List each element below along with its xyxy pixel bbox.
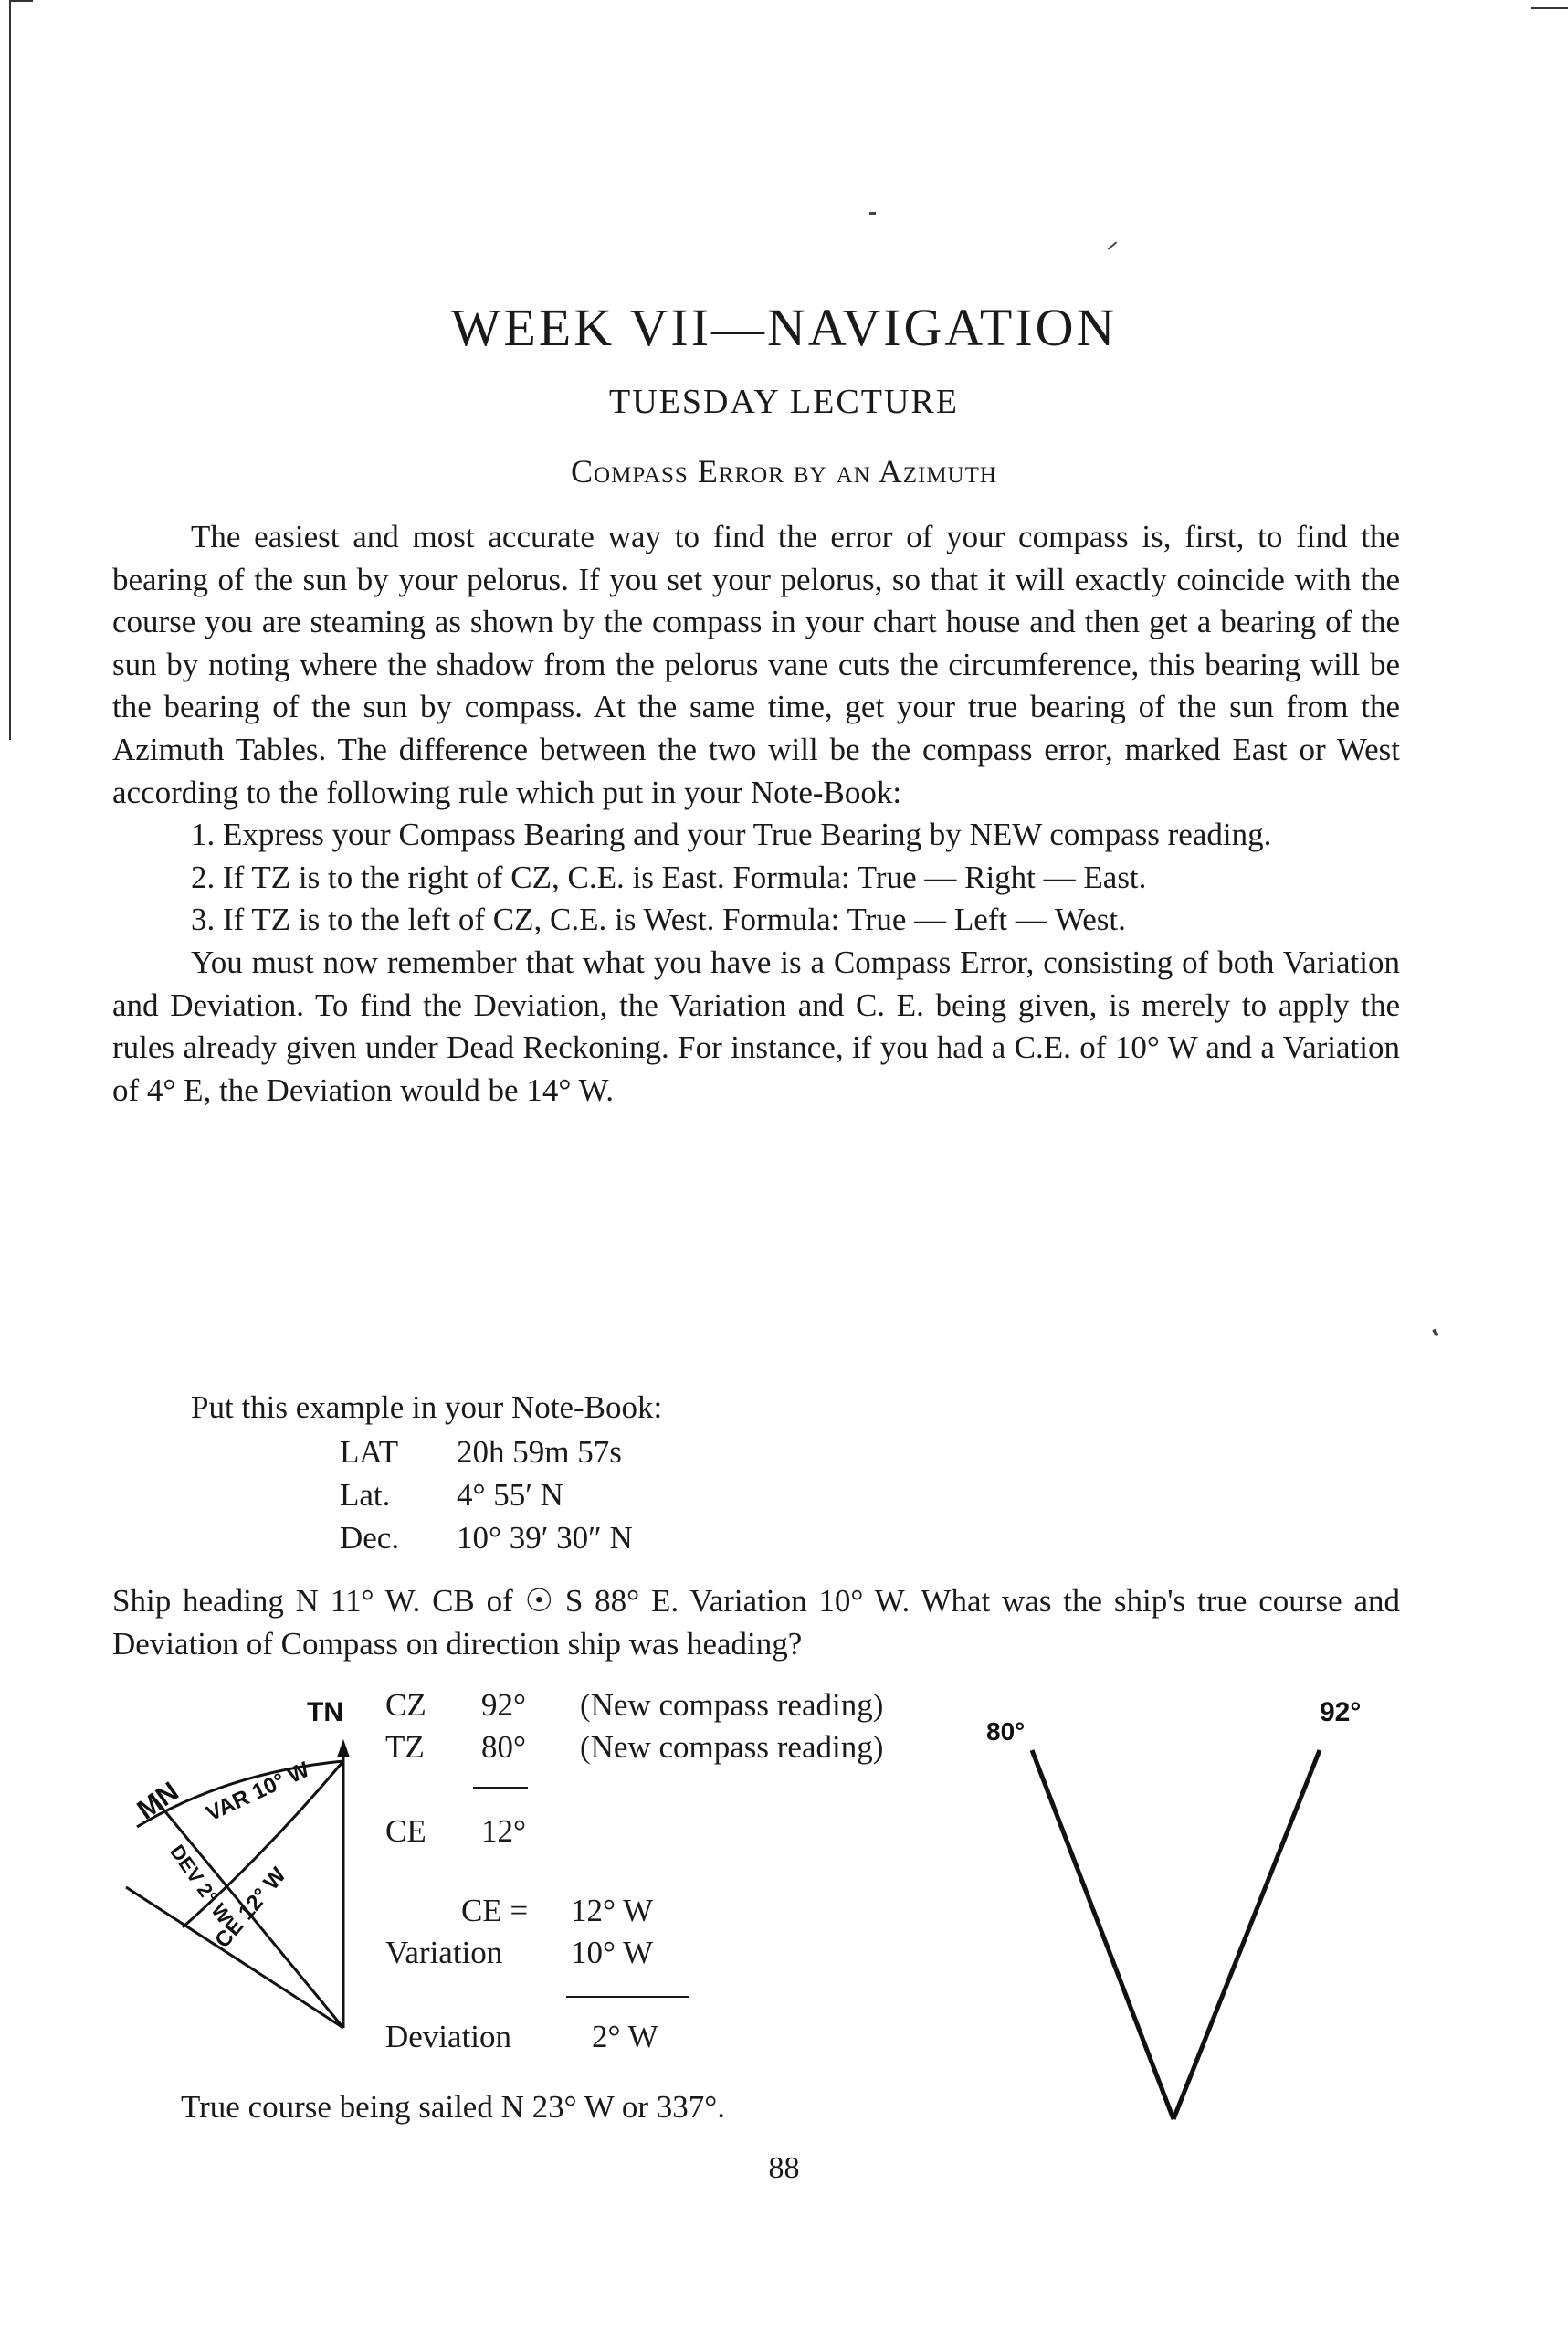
example-label: LAT <box>340 1434 399 1470</box>
deviation-value: 2° W <box>592 2019 658 2054</box>
problem-text <box>112 1580 1400 1665</box>
section-heading: Compass Error by an Azimuth <box>571 453 997 490</box>
page-number: 88 <box>768 2151 800 2185</box>
tn-label: TN <box>307 1697 343 1727</box>
cz-value: 92° <box>481 1687 526 1723</box>
scan-tick <box>1432 1329 1438 1337</box>
paragraph-example-intro: Put this example in your Note-Book: <box>191 1389 663 1425</box>
tz-label: TZ <box>385 1729 425 1765</box>
example-row-value <box>457 1434 622 1471</box>
example-row-value <box>457 1477 563 1514</box>
rule-item-1: 1. Express your Compass Bearing and your True Bearing by NEW compass reading. <box>191 817 1272 853</box>
example-label: Dec. <box>340 1520 400 1556</box>
deviation-label: Deviation <box>385 2019 512 2054</box>
tz-bearing-line <box>1032 1750 1173 2119</box>
example-label: Lat. <box>340 1477 391 1513</box>
tz-value: 80° <box>481 1729 526 1765</box>
example-value: 4° 55′ N <box>457 1477 563 1513</box>
variation-label: Variation <box>385 1935 503 1970</box>
tz-note: (New compass reading) <box>580 1729 884 1765</box>
example-row-value <box>457 1520 633 1557</box>
rule-item-3: 3. If TZ is to the left of CZ, C.E. is West. Formula: True — Left — West. <box>191 902 1126 938</box>
bearing-v-diagram <box>1005 1736 1352 2137</box>
example-row <box>340 1520 399 1557</box>
example-row <box>340 1477 390 1514</box>
ce2-value: 12° W <box>571 1893 654 1928</box>
rule-item-2: 2. If TZ is to the right of CZ, C.E. is East. Formula: True — Right — East. <box>191 859 1147 895</box>
cz-diagram-label: 92° <box>1320 1697 1362 1727</box>
ce-label: CE <box>385 1813 426 1849</box>
paragraph-deviation: You must now remember that what you have is a Compass Error, consisting of both Variation and Deviation. To find the Deviation, the Variation and C. E. being given, is merely to apply the rules already given under Dead Reckoning. For instance, if you had a C.E. of 10° W and a Variation of 4° E, the Deviation would be 14° W. <box>112 944 1400 1108</box>
scan-edge-right <box>1531 7 1568 9</box>
example-intro <box>112 1387 1400 1430</box>
variation-value: 10° W <box>571 1935 654 1970</box>
var-label: VAR 10° W <box>202 1757 313 1827</box>
scan-speck <box>869 212 876 215</box>
example-value: 20h 59m 57s <box>457 1434 622 1470</box>
body-text <box>112 516 1400 1112</box>
sum-rule <box>473 1787 528 1789</box>
difference-rule <box>566 1996 689 1998</box>
paragraph-intro: The easiest and most accurate way to find the error of your compass is, first, to find the bearing of the sun by your pelorus. If you set your pelorus, so that it will exactly coincide with the course you are steaming as shown by the compass in your chart house and then get a bearing of the sun by noting where the shadow from the pelorus vane cuts the circumference, this bearing will be the bearing of the sun by compass. At the same time, get your true bearing of the sun from the Azimuth Tables. The difference between the two will be the compass error, marked East or West according to the following rule which put in your Note-Book: <box>112 519 1400 810</box>
paragraph-problem: Ship heading N 11° W. CB of ☉ S 88° E. Variation 10° W. What was the ship's true course and Deviation of Compass on direction ship was heading? <box>112 1583 1400 1662</box>
scan-edge-left <box>9 0 11 740</box>
ce-diagram-label: CE 12° W <box>210 1863 291 1953</box>
conclusion-text: True course being sailed N 23° W or 337°. <box>181 2089 726 2125</box>
compass-error-diagram <box>119 1717 384 2046</box>
mn-label: MN <box>132 1776 184 1826</box>
page-subtitle: TUESDAY LECTURE <box>609 383 959 421</box>
true-north-arrowhead <box>337 1739 350 1757</box>
cz-bearing-line <box>1173 1750 1320 2119</box>
example-value: 10° 39′ 30″ N <box>457 1520 633 1556</box>
scan-mark <box>1108 241 1117 249</box>
cz-note: (New compass reading) <box>580 1687 884 1723</box>
cz-label: CZ <box>385 1687 426 1723</box>
dev-label: DEV 2° W <box>165 1840 237 1928</box>
tz-diagram-label: 80° <box>986 1717 1026 1746</box>
ce-value: 12° <box>481 1813 526 1849</box>
page-title: WEEK VII—NAVIGATION <box>450 298 1118 357</box>
scan-edge-top <box>9 0 33 2</box>
example-row <box>340 1434 398 1471</box>
ce2-label: CE = <box>461 1893 529 1928</box>
